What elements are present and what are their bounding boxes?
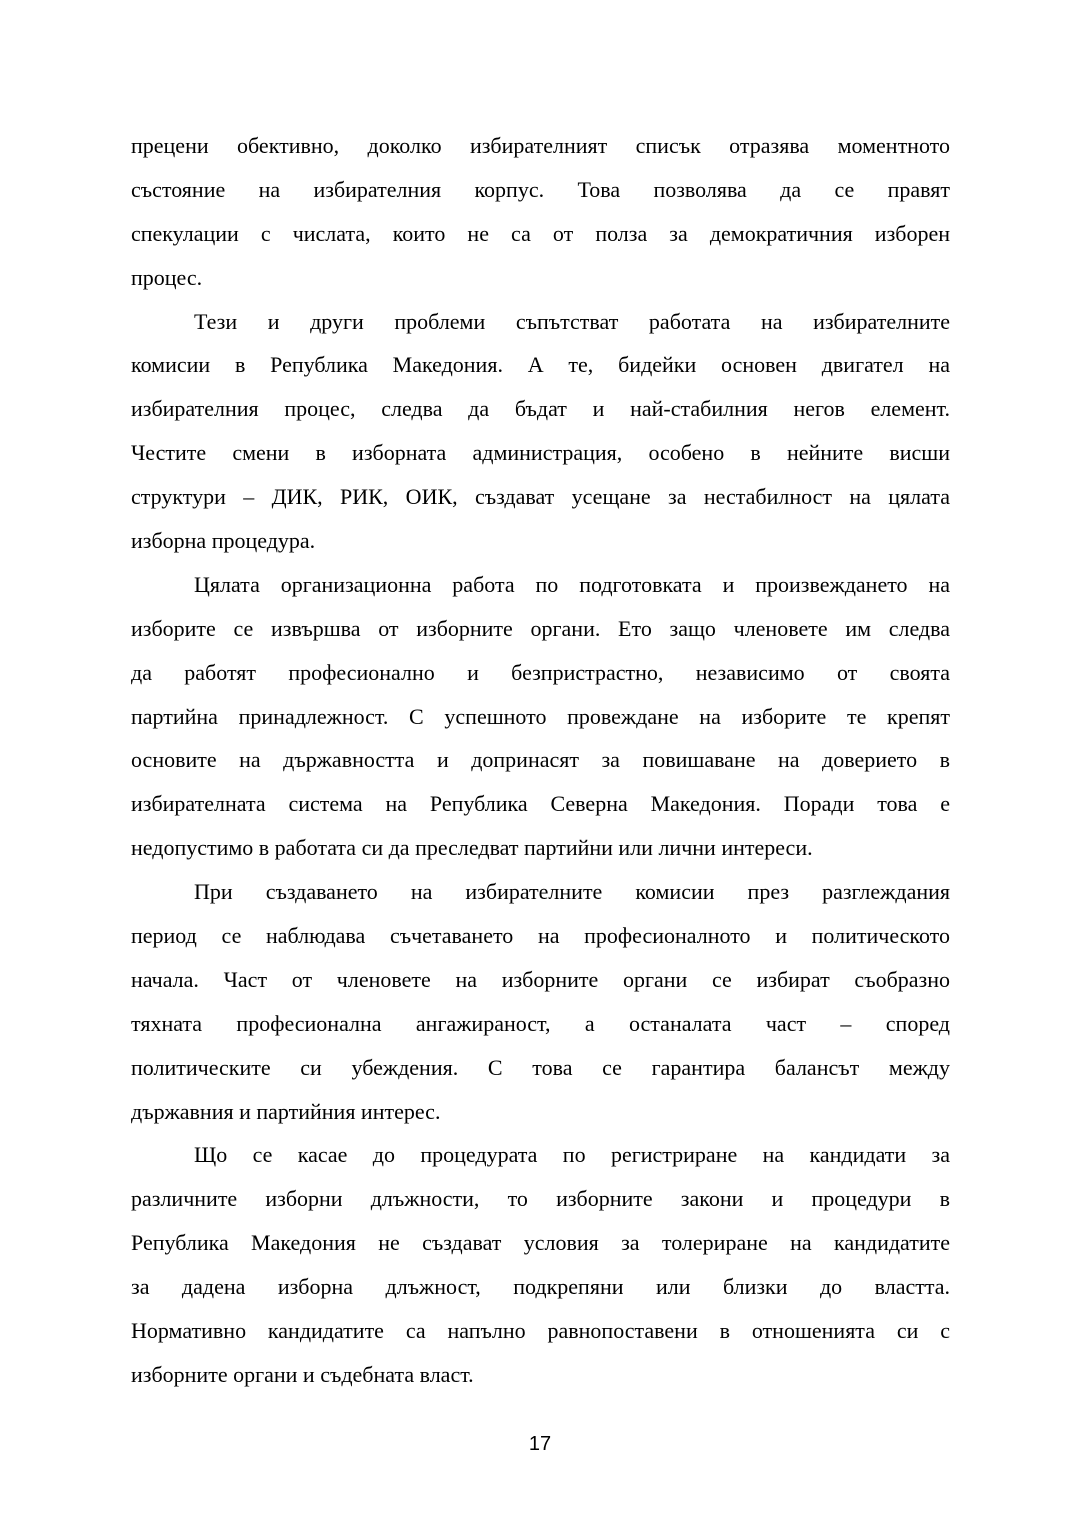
page-body <box>131 124 950 1397</box>
text-line: изборните органи и съдебната власт. <box>131 1361 474 1387</box>
text-line: изборите се извършва от изборните органи. Ето защо членовете им следва <box>131 615 950 641</box>
paragraph-1 <box>131 124 950 300</box>
paragraph-3 <box>131 563 950 870</box>
text-line: Република Македония не създават условия за толериране на кандидатите <box>131 1230 950 1256</box>
text-line: избирателния процес, следва да бъдат и най-стабилния негов елемент. <box>131 396 950 422</box>
paragraph-2 <box>131 300 950 563</box>
text-line: избирателната система на Република Северна Македония. Поради това е <box>131 791 950 817</box>
text-line: да работят професионално и безпристрастно, независимо от своята <box>131 659 950 685</box>
text-line: Нормативно кандидатите са напълно равнопоставени в отношенията си с <box>131 1318 950 1344</box>
text-line: партийна принадлежност. С успешното провеждане на изборите те крепят <box>131 703 950 729</box>
text-line: политическите си убеждения. С това се гарантира балансът между <box>131 1054 950 1080</box>
text-line: изборна процедура. <box>131 528 316 554</box>
text-line: за дадена изборна длъжност, подкрепяни или близки до властта. <box>131 1274 950 1300</box>
text-line: При създаването на избирателните комисии през разглеждания <box>194 879 950 905</box>
text-line: прецени обективно, доколко избирателният списък отразява моментното <box>131 133 950 158</box>
text-line: спекулации с числата, които не са от полза за демократичния изборен <box>131 220 950 246</box>
paragraph-4 <box>131 870 950 1133</box>
paragraph-5 <box>131 1133 950 1396</box>
text-line: комисии в Република Македония. А те, бидейки основен двигател на <box>131 352 950 378</box>
text-line: основите на държавността и допринасят за повишаване на доверието в <box>131 747 950 773</box>
text-line: недопустимо в работата си да преследват партийни или лични интереси. <box>131 835 813 861</box>
text-line: държавния и партийния интерес. <box>131 1098 441 1124</box>
text-line: тяхната професионална ангажираност, а останалата част – според <box>131 1010 950 1036</box>
text-line: Тези и други проблеми съпътстват работата на избирателните <box>194 308 950 334</box>
text-line: различните изборни длъжности, то изборните закони и процедури в <box>131 1186 950 1212</box>
text-line: Честите смени в изборната администрация, особено в нейните висши <box>131 440 950 466</box>
text-line: начала. Част от членовете на изборните органи се избират съобразно <box>131 966 950 992</box>
text-line: Цялата организационна работа по подготовката и произвеждането на <box>194 571 950 597</box>
text-line: период се наблюдава съчетаването на професионалното и политическото <box>131 923 950 949</box>
text-line: процес. <box>131 264 203 290</box>
page-number: 17 <box>528 1433 552 1455</box>
text-line: Що се касае до процедурата по регистриране на кандидати за <box>194 1142 950 1168</box>
text-line: състояние на избирателния корпус. Това позволява да се правят <box>131 176 950 202</box>
text-line: структури – ДИК, РИК, ОИК, създават усещане за нестабилност на цялата <box>131 484 950 510</box>
